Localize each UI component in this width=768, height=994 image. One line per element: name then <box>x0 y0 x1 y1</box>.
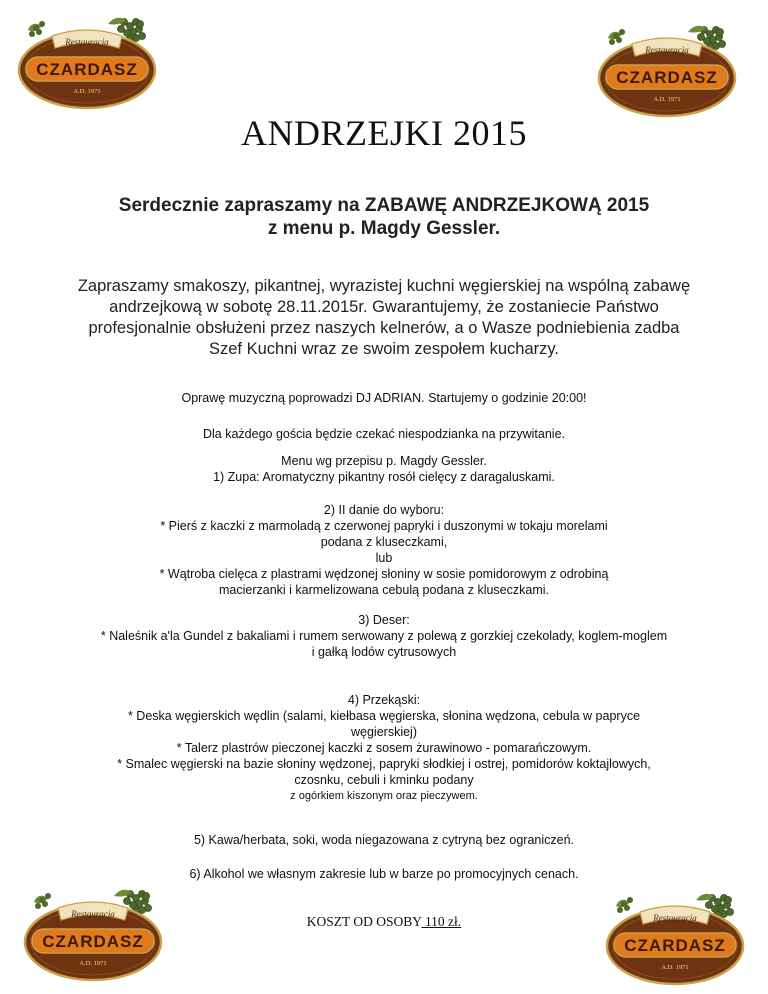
czardasz-logo-bottom-left <box>18 884 168 984</box>
intro-line: profesjonalnie obsłużeni przez naszych kelnerów, a o Wasze podniebienia zadba <box>88 319 680 337</box>
alcohol-info: 6) Alkohol we własnym zakresie lub w barze po promocyjnych cenach. <box>189 867 579 881</box>
intro-line: Szef Kuchni wraz ze swoim zespołem kucharzy. <box>209 340 559 358</box>
logo-name-text: CZARDASZ <box>616 68 718 87</box>
main-course-line: lub <box>375 551 393 565</box>
czardasz-logo-graphic <box>592 20 742 120</box>
page-title: ANDRZEJKI 2015 <box>241 113 527 153</box>
logo-year-text: A.D. 1971 <box>73 88 101 95</box>
snacks-line: * Smalec węgierski na bazie słoniny wędzonej, papryki słodkiej i ostrej, pomidorów koktajlowych, <box>117 757 651 771</box>
invitation-heading <box>40 194 728 240</box>
logo-year-text: A.D. 1971 <box>661 964 689 971</box>
invitation-heading-line: z menu p. Magdy Gessler. <box>267 218 501 239</box>
dessert-section <box>20 612 748 660</box>
intro-line: Zapraszamy smakoszy, pikantnej, wyrazistej kuchni węgierskiej na wspólną zabawę <box>77 277 691 295</box>
snacks-line: czosnku, cebuli i kminku podany <box>294 773 474 787</box>
main-course-line: macierzanki i karmelizowana cebulą podana z kluseczkami. <box>218 583 549 597</box>
intro-line: andrzejkową w sobotę 28.11.2015r. Gwarantujemy, że zostaniecie Państwo <box>109 298 659 316</box>
dessert-line: * Naleśnik a'la Gundel z bakaliami i rumem serwowany z polewą z gorzkiej czekolady, koglem-moglem <box>100 629 668 643</box>
logo-restauracja-text: Restauracja <box>65 37 109 47</box>
logo-year-text: A.D. 1971 <box>653 96 681 103</box>
main-course-heading: 2) II danie do wyboru: <box>323 503 445 517</box>
logo-name-text: CZARDASZ <box>42 932 144 951</box>
menu-intro <box>20 453 748 485</box>
logo-year-text: A.D. 1971 <box>79 960 107 967</box>
surprise-info: Dla każdego gościa będzie czekać niespodzianka na przywitanie. <box>202 427 566 441</box>
czardasz-logo-bottom-right <box>600 888 750 988</box>
snacks-line: * Talerz plastrów pieczonej kaczki z sosem żurawinowo - pomarańczowym. <box>176 741 592 755</box>
czardasz-logo-graphic <box>12 12 162 112</box>
drinks-info: 5) Kawa/herbata, soki, woda niegazowana z cytryną bez ograniczeń. <box>193 833 575 847</box>
main-course-section <box>20 502 748 598</box>
dessert-heading: 3) Deser: <box>358 613 410 627</box>
cost-label: KOSZT OD OSOBY <box>306 914 422 929</box>
snacks-line: * Deska węgierskich wędlin (salami, kiełbasa węgierska, słonina wędzona, cebula w papryce <box>127 709 641 723</box>
main-course-line: podana z kluseczkami, <box>320 535 448 549</box>
cost-price: 110 zł. <box>421 914 462 929</box>
czardasz-logo-top-right <box>592 20 742 120</box>
logo-name-text: CZARDASZ <box>624 936 726 955</box>
czardasz-logo-graphic <box>600 888 750 988</box>
intro-paragraph <box>40 276 728 360</box>
dessert-line: i gałką lodów cytrusowych <box>311 645 457 659</box>
logo-restauracja-text: Restauracja <box>645 45 689 55</box>
logo-name-text: CZARDASZ <box>36 60 138 79</box>
soup-item: 1) Zupa: Aromatyczny pikantny rosół cielęcy z daragaluskami. <box>213 470 555 484</box>
snacks-section <box>20 692 748 804</box>
logo-restauracja-text: Restauracja <box>653 913 697 923</box>
czardasz-logo-top-left <box>12 12 162 112</box>
cost-per-person <box>0 914 768 930</box>
logo-restauracja-text: Restauracja <box>71 909 115 919</box>
main-course-line: * Pierś z kaczki z marmoladą z czerwonej papryki i duszonymi w tokaju morelami <box>160 519 608 533</box>
main-course-line: * Wątroba cielęca z plastrami wędzonej słoniny w sosie pomidorowym z odrobiną <box>159 567 609 581</box>
snacks-heading: 4) Przekąski: <box>347 693 421 707</box>
menu-intro-line: Menu wg przepisu p. Magdy Gessler. <box>281 454 487 468</box>
czardasz-logo-graphic <box>18 884 168 984</box>
snacks-line: węgierskiej) <box>351 725 417 739</box>
music-info: Oprawę muzyczną poprowadzi DJ ADRIAN. Startujemy o godzinie 20:00! <box>181 391 587 405</box>
invitation-heading-line: Serdecznie zapraszamy na ZABAWĘ ANDRZEJKOWĄ 2015 <box>118 195 650 216</box>
snacks-line: z ogórkiem kiszonym oraz pieczywem. <box>290 790 478 802</box>
